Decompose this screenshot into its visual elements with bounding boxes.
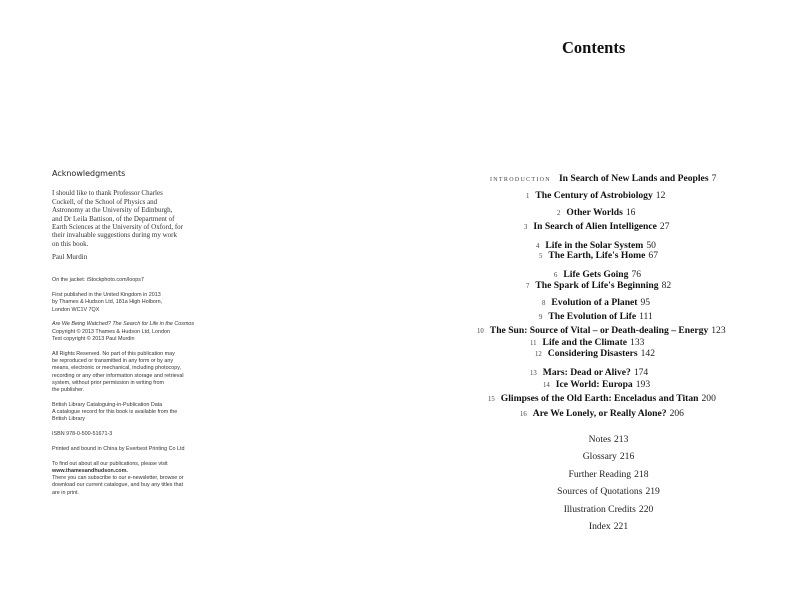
first-published [52, 292, 212, 314]
imprint-line: British Library Cataloguing-in-Publication Data [52, 401, 163, 408]
book-title-italic: Are We Being Watched? The Search for Life in the Cosmos [52, 321, 195, 328]
intro-page: 7 [711, 173, 717, 184]
publications-block [52, 461, 212, 497]
imprint-line: download our current catalogue, and buy any titles that [52, 482, 183, 489]
back-item-title: Index [588, 521, 611, 532]
imprint-line: be reproduced or transmitted in any form or by any [52, 357, 174, 364]
chapter-number: 9 [539, 314, 543, 321]
imprint-line: First published in the United Kingdom in 2013 [52, 292, 161, 299]
chapter-page: 76 [631, 269, 642, 280]
copyright-block [52, 321, 212, 343]
chapter-number: 14 [543, 382, 550, 389]
chapter-number: 15 [488, 396, 495, 403]
chapter-page: 12 [655, 190, 666, 201]
back-item-title: Further Reading [568, 469, 632, 480]
chapter-page: 50 [646, 240, 656, 251]
chapter-title: The Earth, Life's Home [548, 250, 646, 261]
toc-back-item [420, 434, 797, 445]
imprint-line: To find out about all our publications, please visit [52, 460, 168, 467]
back-item-page: 213 [614, 434, 629, 445]
chapter-page: 206 [669, 408, 684, 419]
back-item-title: Sources of Quotations [557, 486, 643, 497]
chapter-page: 174 [633, 367, 649, 378]
chapter-page: 123 [711, 325, 726, 336]
imprint-line: There you can subscribe to our e-newsletter, browse or [52, 475, 184, 482]
isbn-block [52, 431, 212, 438]
toc-introduction [490, 168, 716, 186]
back-item-title: Illustration Credits [563, 504, 636, 515]
jacket-credit [52, 277, 212, 284]
chapter-title: Evolution of a Planet [551, 297, 638, 308]
chapter-title: Are We Lonely, or Really Alone? [532, 408, 667, 419]
ack-line: on this book. [52, 239, 89, 248]
toc-chapter [539, 250, 658, 270]
chapter-number: 7 [526, 283, 530, 290]
chapter-title: The Evolution of Life [548, 311, 637, 322]
chapter-number: 11 [530, 340, 537, 347]
chapter-title: Ice World: Europa [555, 379, 633, 390]
imprint-line: Copyright © 2013 Thames & Hudson Ltd, London [52, 328, 171, 335]
chapter-title: Mars: Dead or Alive? [542, 367, 631, 378]
imprint-line: All Rights Reserved. No part of this publication may [52, 350, 175, 357]
chapter-number: 3 [524, 224, 528, 231]
publisher-website: www.thamesandhudson.com. [52, 467, 128, 474]
toc-back-item [420, 451, 797, 462]
ack-line: their invaluable suggestions during my work [52, 231, 178, 240]
printer: Printed and bound in China by Everbest Printing Co Ltd [52, 445, 185, 452]
chapter-page: 95 [640, 297, 651, 308]
toc-chapter [524, 221, 669, 241]
back-item-title: Notes [588, 434, 611, 445]
right-page [420, 0, 797, 600]
isbn: ISBN 978-0-500-51671-3 [52, 431, 113, 438]
chapter-page: 111 [639, 311, 653, 322]
imprint-line: Text copyright © 2013 Paul Murdin [52, 336, 135, 342]
chapter-title: Life Gets Going [563, 269, 629, 280]
chapter-title: The Sun: Source of Vital – or Death-dealing – Energy [489, 325, 709, 336]
chapter-page: 133 [630, 337, 645, 348]
back-item-title: Glossary [582, 451, 617, 462]
intro-title: In Search of New Lands and Peoples [558, 173, 709, 184]
imprint-line: the publisher. [52, 387, 85, 394]
imprint-line: are in print. [52, 489, 79, 496]
chapter-page: 82 [661, 280, 672, 291]
toc-back-item [420, 469, 797, 480]
chapter-page: 200 [701, 393, 716, 404]
ack-line: Earth Sciences at the University of Oxford, for [52, 222, 184, 231]
imprint-line: A catalogue record for this book is available from the [52, 409, 178, 416]
rights-block [52, 351, 212, 395]
chapter-number: 5 [539, 253, 543, 260]
ack-line: Cockell, of the School of Physics and [52, 197, 158, 206]
left-page [52, 170, 212, 504]
chapter-title: Other Worlds [566, 207, 623, 218]
chapter-title: Glimpses of the Old Earth: Enceladus and Titan [500, 393, 699, 404]
chapter-page: 67 [648, 250, 658, 261]
ack-line: Astronomy at the University of Edinburgh, [52, 206, 173, 215]
imprint-line: recording or any other information storage and retrieval [52, 372, 184, 379]
contents-heading: Contents [562, 38, 626, 57]
toc-chapter [520, 408, 684, 428]
chapter-page: 16 [625, 207, 636, 218]
chapter-number: 1 [526, 193, 530, 200]
chapter-title: The Spark of Life's Beginning [535, 280, 659, 291]
imprint-line: by Thames & Hudson Ltd, 181a High Holborn, [52, 299, 163, 306]
back-item-page: 221 [613, 521, 629, 532]
chapter-number: 2 [557, 210, 561, 217]
chapter-number: 10 [477, 328, 484, 335]
chapter-title: Considering Disasters [547, 348, 638, 359]
imprint-line: system, without prior permission in writing from [52, 379, 165, 386]
acknowledgments-heading: Acknowledgments [52, 169, 126, 178]
chapter-page: 27 [659, 221, 670, 232]
toc-back-item [420, 486, 797, 497]
imprint-line: British Library [52, 416, 85, 423]
chapter-number: 4 [536, 243, 540, 250]
toc-back-item [420, 521, 797, 532]
chapter-number: 16 [520, 411, 527, 418]
chapter-title: Life in the Solar System [545, 240, 644, 251]
imprint-line: London WC1V 7QX [52, 306, 100, 313]
imprint-line: means, electronic or mechanical, including photocopy, [52, 365, 182, 372]
chapter-title: Life and the Climate [542, 337, 628, 348]
chapter-number: 6 [554, 272, 558, 279]
printed-block [52, 446, 212, 453]
chapter-title: The Century of Astrobiology [535, 190, 653, 201]
acknowledgments-signature: Paul Murdin [52, 253, 88, 262]
toc-chapter [535, 348, 655, 368]
chapter-number: 12 [535, 351, 542, 358]
ack-line: I should like to thank Professor Charles [52, 189, 163, 198]
back-item-page: 218 [634, 469, 649, 480]
back-item-page: 220 [638, 504, 654, 515]
chapter-number: 8 [542, 300, 546, 307]
library-block [52, 402, 212, 424]
back-item-page: 219 [645, 486, 660, 497]
chapter-title: In Search of Alien Intelligence [533, 221, 657, 232]
toc-back-item [420, 504, 797, 515]
intro-label: INTRODUCTION [490, 177, 551, 183]
imprint-line: On the jacket: iStockphoto.com/loops7 [52, 277, 144, 284]
acknowledgments-body [52, 189, 212, 248]
ack-line: and Dr Leila Battison, of the Department of [52, 214, 175, 223]
back-item-page: 216 [619, 451, 635, 462]
chapter-page: 142 [640, 348, 655, 359]
chapter-page: 193 [635, 379, 651, 390]
chapter-number: 13 [530, 370, 537, 377]
